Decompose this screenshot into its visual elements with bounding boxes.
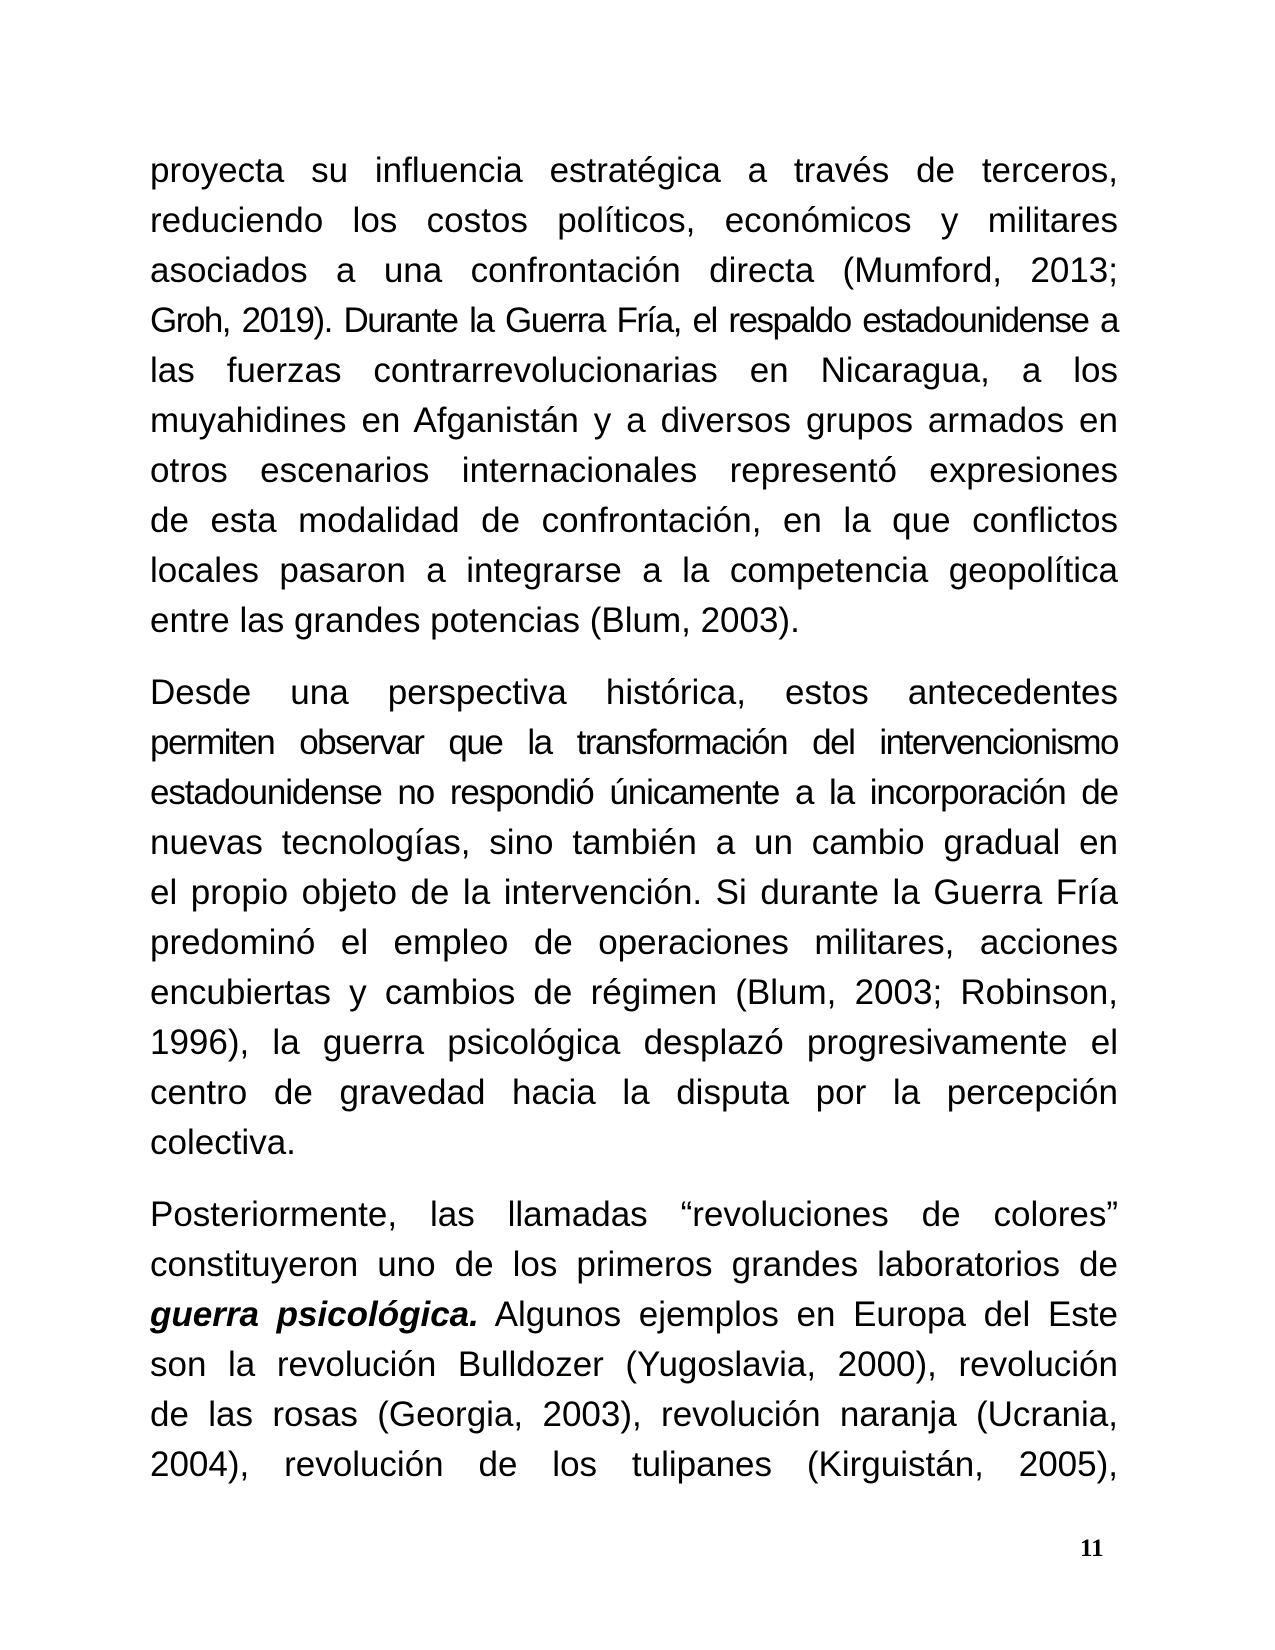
text-line: predominó el empleo de operaciones militares, acciones	[150, 923, 1118, 962]
text-line: Desde una perspectiva histórica, estos antecedentes	[150, 673, 1118, 712]
text-line: permiten observar que la transformación del intervencionismo	[150, 723, 1118, 762]
text-line: el propio objeto de la intervención. Si durante la Guerra Fría	[150, 873, 1118, 912]
text-line: constituyeron uno de los primeros grandes laboratorios de	[150, 1245, 1118, 1284]
text-line	[150, 1290, 1118, 1340]
text-line: locales pasaron a integrarse a la competencia geopolítica	[150, 551, 1118, 590]
text-line: Groh, 2019). Durante la Guerra Fría, el respaldo estadounidense a	[150, 301, 1118, 340]
text-line: entre las grandes potencias (Blum, 2003).	[150, 601, 800, 640]
paragraph-3	[150, 1190, 1118, 1490]
text-line: encubiertas y cambios de régimen (Blum, 2003; Robinson,	[150, 973, 1118, 1012]
text-line: las fuerzas contrarrevolucionarias en Nicaragua, a los	[150, 351, 1118, 390]
text-line: otros escenarios internacionales representó expresiones	[150, 451, 1118, 490]
text-line: centro de gravedad hacia la disputa por la percepción	[150, 1073, 1118, 1112]
text-line: reduciendo los costos políticos, económicos y militares	[150, 201, 1118, 240]
text-line: Posteriormente, las llamadas “revoluciones de colores”	[150, 1195, 1118, 1234]
text-line-tail: Algunos ejemplos en Europa del Este	[478, 1295, 1118, 1334]
text-line: proyecta su influencia estratégica a través de terceros,	[150, 151, 1118, 190]
text-line: estadounidense no respondió únicamente a la incorporación de	[150, 773, 1118, 812]
body-text	[150, 146, 1118, 1512]
text-line: de las rosas (Georgia, 2003), revolución naranja (Ucrania,	[150, 1395, 1118, 1434]
text-line: 1996), la guerra psicológica desplazó progresivamente el	[150, 1023, 1118, 1062]
paragraph-1	[150, 146, 1118, 646]
text-line: 2004), revolución de los tulipanes (Kirguistán, 2005),	[150, 1445, 1118, 1484]
text-line: nuevas tecnologías, sino también a un cambio gradual en	[150, 823, 1118, 862]
page-number: 11	[1080, 1535, 1104, 1562]
emphasized-term: guerra psicológica.	[150, 1295, 479, 1334]
text-line: de esta modalidad de confrontación, en la que conflictos	[150, 501, 1118, 540]
text-line: asociados a una confrontación directa (Mumford, 2013;	[150, 251, 1118, 290]
text-line: muyahidines en Afganistán y a diversos grupos armados en	[150, 401, 1118, 440]
text-line: colectiva.	[150, 1123, 296, 1162]
paragraph-2	[150, 668, 1118, 1168]
text-line: son la revolución Bulldozer (Yugoslavia, 2000), revolución	[150, 1345, 1118, 1384]
